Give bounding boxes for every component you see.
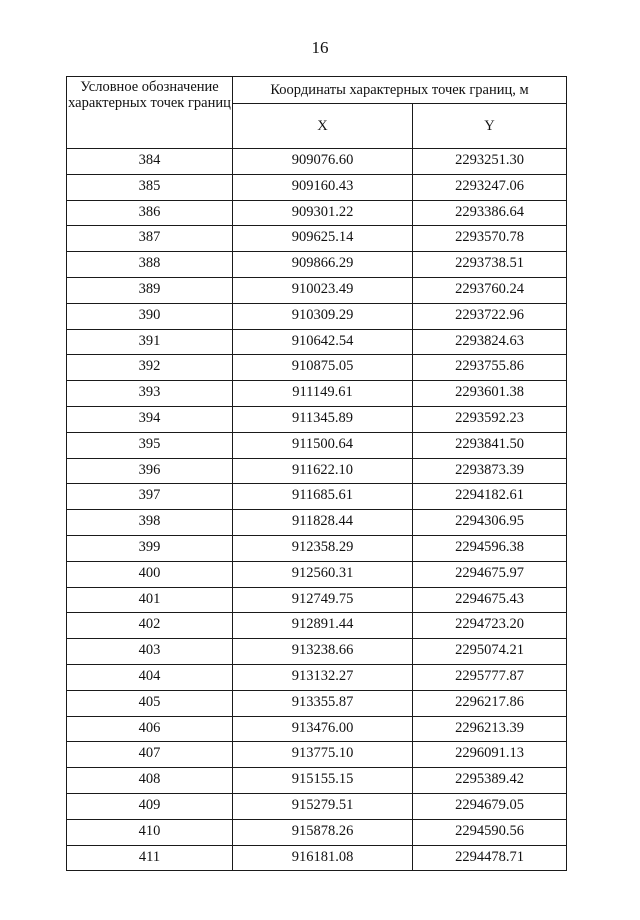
x-coordinate-cell: 915279.51 — [233, 793, 413, 819]
x-coordinate-cell: 913132.27 — [233, 664, 413, 690]
x-coordinate-cell: 911345.89 — [233, 406, 413, 432]
x-coordinate-cell: 909076.60 — [233, 149, 413, 175]
point-id-cell: 386 — [67, 200, 233, 226]
page-number: 16 — [311, 38, 329, 57]
x-coordinate-cell: 910309.29 — [233, 303, 413, 329]
x-coordinate-cell: 909625.14 — [233, 226, 413, 252]
point-id-cell: 395 — [67, 432, 233, 458]
y-coordinate-cell: 2293841.50 — [413, 432, 567, 458]
y-coordinate-cell: 2293570.78 — [413, 226, 567, 252]
table-body — [67, 149, 567, 871]
y-coordinate-cell: 2293722.96 — [413, 303, 567, 329]
table-row — [67, 252, 567, 278]
x-coordinate-cell: 915878.26 — [233, 819, 413, 845]
y-coordinate-cell: 2293601.38 — [413, 381, 567, 407]
point-id-cell: 398 — [67, 510, 233, 536]
x-coordinate-cell: 909866.29 — [233, 252, 413, 278]
y-coordinate-cell: 2294675.43 — [413, 587, 567, 613]
x-coordinate-cell: 915155.15 — [233, 768, 413, 794]
x-coordinate-cell: 911622.10 — [233, 458, 413, 484]
table-row — [67, 793, 567, 819]
x-coordinate-cell: 913355.87 — [233, 690, 413, 716]
y-coordinate-cell: 2294590.56 — [413, 819, 567, 845]
table-row — [67, 587, 567, 613]
x-coordinate-cell: 913775.10 — [233, 742, 413, 768]
y-column-header: Y — [413, 104, 567, 149]
point-id-cell: 387 — [67, 226, 233, 252]
table-row — [67, 742, 567, 768]
table-row — [67, 355, 567, 381]
point-id-cell: 397 — [67, 484, 233, 510]
table-row — [67, 303, 567, 329]
x-coordinate-cell: 912358.29 — [233, 535, 413, 561]
y-coordinate-cell: 2295777.87 — [413, 664, 567, 690]
y-coordinate-cell: 2293873.39 — [413, 458, 567, 484]
point-id-cell: 401 — [67, 587, 233, 613]
table-row — [67, 432, 567, 458]
point-id-cell: 392 — [67, 355, 233, 381]
table-row — [67, 277, 567, 303]
point-id-cell: 400 — [67, 561, 233, 587]
table-row — [67, 664, 567, 690]
point-id-cell: 393 — [67, 381, 233, 407]
table-row — [67, 329, 567, 355]
table-row — [67, 458, 567, 484]
x-coordinate-cell: 911828.44 — [233, 510, 413, 536]
point-designation-header: Условное обозначение характерных точек границ — [67, 77, 233, 149]
x-coordinate-cell: 909160.43 — [233, 174, 413, 200]
coordinates-group-header: Координаты характерных точек границ, м — [233, 77, 567, 104]
point-id-cell: 389 — [67, 277, 233, 303]
x-coordinate-cell: 911149.61 — [233, 381, 413, 407]
x-coordinate-cell: 910023.49 — [233, 277, 413, 303]
point-id-cell: 390 — [67, 303, 233, 329]
point-id-cell: 411 — [67, 845, 233, 871]
table-header — [67, 77, 567, 149]
table-row — [67, 510, 567, 536]
x-coordinate-cell: 911685.61 — [233, 484, 413, 510]
y-coordinate-cell: 2294723.20 — [413, 613, 567, 639]
y-coordinate-cell: 2294596.38 — [413, 535, 567, 561]
y-coordinate-cell: 2294478.71 — [413, 845, 567, 871]
point-id-cell: 406 — [67, 716, 233, 742]
y-coordinate-cell: 2293251.30 — [413, 149, 567, 175]
y-coordinate-cell: 2293760.24 — [413, 277, 567, 303]
table-row — [67, 149, 567, 175]
table-row — [67, 406, 567, 432]
x-coordinate-cell: 910875.05 — [233, 355, 413, 381]
x-coordinate-cell: 912749.75 — [233, 587, 413, 613]
table-row — [67, 226, 567, 252]
x-coordinate-cell: 913238.66 — [233, 639, 413, 665]
point-id-cell: 384 — [67, 149, 233, 175]
y-coordinate-cell: 2296217.86 — [413, 690, 567, 716]
x-coordinate-cell: 916181.08 — [233, 845, 413, 871]
table-row — [67, 381, 567, 407]
y-coordinate-cell: 2294306.95 — [413, 510, 567, 536]
x-column-header: X — [233, 104, 413, 149]
y-coordinate-cell: 2293738.51 — [413, 252, 567, 278]
table-row — [67, 845, 567, 871]
point-id-cell: 403 — [67, 639, 233, 665]
table-row — [67, 561, 567, 587]
table-row — [67, 535, 567, 561]
x-coordinate-cell: 910642.54 — [233, 329, 413, 355]
y-coordinate-cell: 2293824.63 — [413, 329, 567, 355]
point-id-cell: 402 — [67, 613, 233, 639]
point-id-cell: 410 — [67, 819, 233, 845]
x-coordinate-cell: 909301.22 — [233, 200, 413, 226]
point-id-cell: 385 — [67, 174, 233, 200]
y-coordinate-cell: 2294182.61 — [413, 484, 567, 510]
point-id-cell: 405 — [67, 690, 233, 716]
y-coordinate-cell: 2293592.23 — [413, 406, 567, 432]
point-id-cell: 399 — [67, 535, 233, 561]
y-coordinate-cell: 2296213.39 — [413, 716, 567, 742]
table-row — [67, 716, 567, 742]
y-coordinate-cell: 2293386.64 — [413, 200, 567, 226]
x-coordinate-cell: 912560.31 — [233, 561, 413, 587]
table-row — [67, 768, 567, 794]
y-coordinate-cell: 2294679.05 — [413, 793, 567, 819]
table-row — [67, 639, 567, 665]
y-coordinate-cell: 2293755.86 — [413, 355, 567, 381]
point-id-cell: 396 — [67, 458, 233, 484]
table-row — [67, 690, 567, 716]
y-coordinate-cell: 2293247.06 — [413, 174, 567, 200]
y-coordinate-cell: 2294675.97 — [413, 561, 567, 587]
y-coordinate-cell: 2296091.13 — [413, 742, 567, 768]
coordinates-table — [66, 76, 567, 871]
y-coordinate-cell: 2295074.21 — [413, 639, 567, 665]
x-coordinate-cell: 913476.00 — [233, 716, 413, 742]
point-id-cell: 404 — [67, 664, 233, 690]
table-row — [67, 484, 567, 510]
y-coordinate-cell: 2295389.42 — [413, 768, 567, 794]
point-id-cell: 388 — [67, 252, 233, 278]
x-coordinate-cell: 912891.44 — [233, 613, 413, 639]
point-id-cell: 409 — [67, 793, 233, 819]
point-id-cell: 391 — [67, 329, 233, 355]
point-id-cell: 408 — [67, 768, 233, 794]
table-row — [67, 174, 567, 200]
point-id-cell: 407 — [67, 742, 233, 768]
point-id-cell: 394 — [67, 406, 233, 432]
table-row — [67, 819, 567, 845]
table-row — [67, 200, 567, 226]
table-row — [67, 613, 567, 639]
x-coordinate-cell: 911500.64 — [233, 432, 413, 458]
